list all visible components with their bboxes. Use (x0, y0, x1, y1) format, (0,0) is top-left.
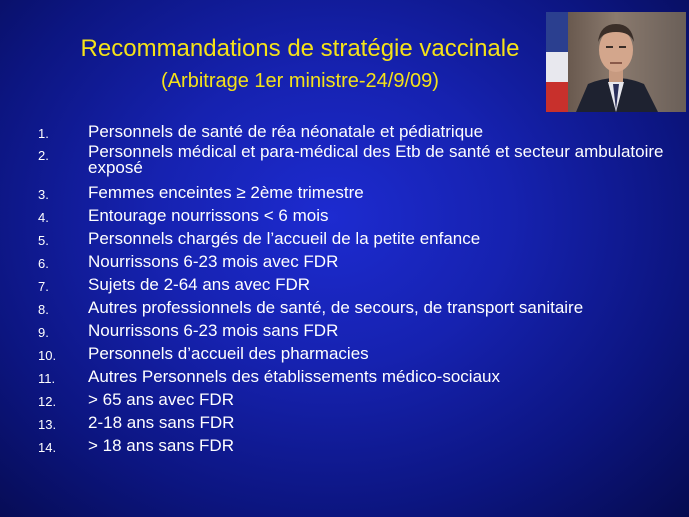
list-item (38, 274, 678, 297)
item-number: 4. (38, 210, 49, 225)
item-text: Personnels d’accueil des pharmacies (88, 344, 369, 363)
item-number: 5. (38, 233, 49, 248)
item-text: Femmes enceintes ≥ 2ème trimestre (88, 183, 364, 202)
list-item (38, 412, 678, 435)
item-number: 9. (38, 325, 49, 340)
list-item (38, 366, 678, 389)
item-number: 14. (38, 440, 57, 455)
item-number: 12. (38, 394, 57, 409)
item-text: Sujets de 2-64 ans avec FDR (88, 275, 311, 294)
list-item (38, 297, 678, 320)
item-number: 11. (38, 371, 56, 386)
list-item (38, 205, 678, 228)
item-number: 6. (38, 256, 49, 271)
item-text: Nourrissons 6-23 mois sans FDR (88, 321, 339, 340)
slide-subtitle: (Arbitrage 1er ministre-24/9/09) (161, 70, 439, 92)
item-number: 1. (38, 126, 49, 141)
item-text: Entourage nourrissons < 6 mois (88, 206, 329, 225)
list-item (38, 435, 678, 458)
portrait-photo (546, 12, 686, 112)
list-item (38, 121, 678, 144)
item-text: Autres Personnels des établissements médico-sociaux (88, 367, 500, 386)
item-number: 7. (38, 279, 49, 294)
item-text: 2-18 ans sans FDR (88, 413, 235, 432)
item-number: 10. (38, 348, 57, 363)
item-text: > 18 ans sans FDR (88, 436, 234, 455)
item-number: 2. (38, 148, 49, 163)
item-text: Personnels médical et para-médical des Etb de santé et secteur ambulatoire exposé (88, 142, 664, 177)
item-text: Nourrissons 6-23 mois avec FDR (88, 252, 339, 271)
item-number: 8. (38, 302, 49, 317)
list-item (38, 144, 678, 182)
slide-title: Recommandations de stratégie vaccinale (80, 35, 520, 62)
item-number: 3. (38, 187, 49, 202)
item-text: Personnels de santé de réa néonatale et pédiatrique (88, 122, 484, 141)
list-item (38, 251, 678, 274)
item-text: Personnels chargés de l’accueil de la petite enfance (88, 229, 481, 248)
recommendation-list (38, 121, 678, 458)
item-text: Autres professionnels de santé, de secours, de transport sanitaire (88, 298, 584, 317)
list-item (38, 389, 678, 412)
list-item (38, 320, 678, 343)
list-item (38, 182, 678, 205)
item-text: > 65 ans avec FDR (88, 390, 234, 409)
list-item (38, 228, 678, 251)
list-item (38, 343, 678, 366)
item-number: 13. (38, 417, 57, 432)
